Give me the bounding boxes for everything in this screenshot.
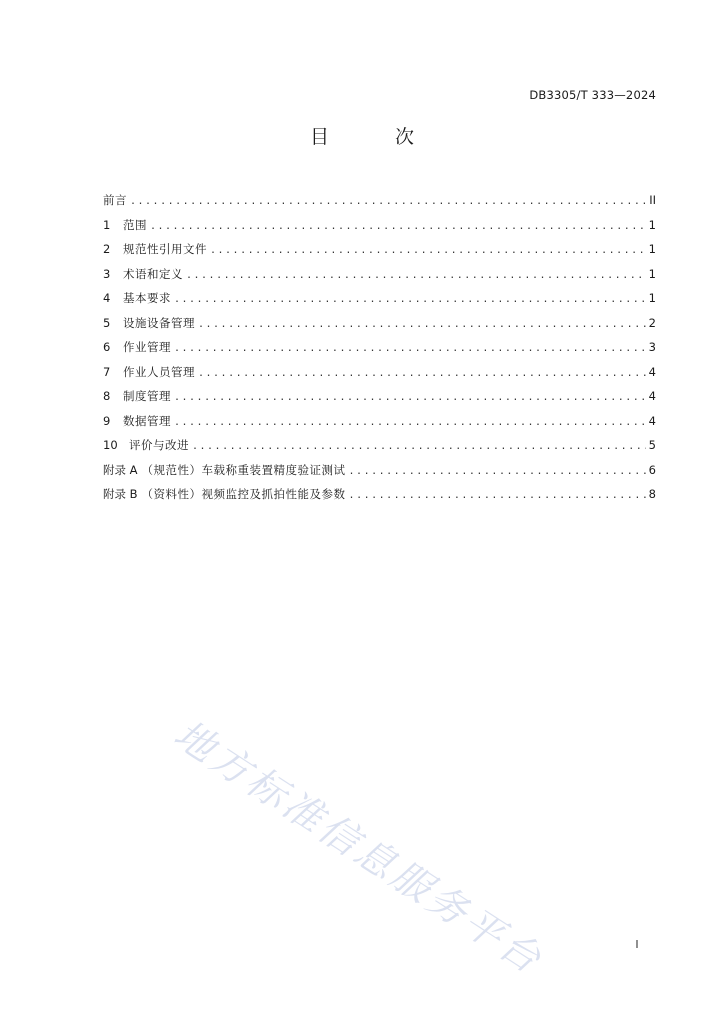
toc-entry-page: 4	[648, 389, 656, 403]
toc-leader-dots	[186, 266, 646, 286]
toc-entry-number: 10	[103, 438, 118, 452]
toc-leader-dots	[174, 290, 646, 310]
toc-entry-page: 4	[648, 364, 656, 379]
page-number: I	[635, 938, 639, 951]
toc-entry-label: 数据管理	[123, 413, 171, 428]
toc-entry-page: 5	[648, 438, 656, 452]
toc-entry-page: 6	[648, 462, 656, 477]
toc-entry-number: 附录 A	[103, 462, 138, 477]
toc-entry-2[interactable]	[103, 239, 656, 264]
toc-entry-9[interactable]	[103, 411, 656, 436]
toc-entry-1[interactable]	[103, 215, 656, 240]
toc-entry-page: 1	[648, 291, 656, 305]
toc-entry-page: 1	[648, 217, 656, 232]
toc-entry-number: 9	[103, 413, 111, 428]
toc-entry-8[interactable]	[103, 386, 656, 411]
toc-entry-page: 8	[648, 487, 656, 501]
toc-entry-page: 2	[648, 315, 656, 330]
toc-leader-dots	[174, 413, 646, 433]
toc-entry-page: 1	[648, 266, 656, 281]
toc-entry-7[interactable]	[103, 362, 656, 387]
toc-entry-number: 2	[103, 242, 111, 256]
watermark: 地方标准信息服务平台	[165, 712, 551, 985]
toc-leader-dots	[349, 486, 646, 506]
toc-entry-label: 基本要求	[123, 291, 171, 305]
toc-entry-label: 前言	[103, 193, 127, 207]
table-of-contents	[103, 190, 656, 509]
toc-entry-4[interactable]	[103, 288, 656, 313]
toc-leader-dots	[210, 241, 646, 261]
toc-leader-dots	[192, 437, 646, 457]
toc-entry-number: 1	[103, 217, 111, 232]
toc-leader-dots	[174, 388, 646, 408]
toc-entry-number: 7	[103, 364, 111, 379]
toc-leader-dots	[174, 339, 646, 359]
toc-leader-dots	[130, 192, 646, 212]
toc-entry-appendix-a[interactable]	[103, 460, 656, 485]
toc-leader-dots	[198, 315, 646, 335]
toc-entry-label: 作业人员管理	[123, 364, 195, 379]
toc-entry-number: 5	[103, 315, 111, 330]
toc-entry-label: （规范性）车载称重装置精度验证测试	[141, 462, 346, 477]
toc-title: 目 次	[309, 126, 445, 148]
toc-entry-label: 术语和定义	[123, 266, 183, 281]
toc-entry-label: 设施设备管理	[123, 315, 195, 330]
toc-entry-number: 附录 B	[103, 487, 138, 501]
toc-entry-page: 1	[648, 242, 656, 256]
toc-entry-appendix-b[interactable]	[103, 484, 656, 509]
toc-entry-page: 3	[648, 340, 656, 354]
toc-entry-page: II	[649, 193, 656, 207]
toc-entry-foreword[interactable]	[103, 190, 656, 215]
toc-leader-dots	[150, 217, 646, 237]
toc-entry-10[interactable]	[103, 435, 656, 460]
toc-entry-label: 制度管理	[123, 389, 171, 403]
toc-entry-5[interactable]	[103, 313, 656, 338]
toc-entry-number: 4	[103, 291, 111, 305]
toc-entry-label: 规范性引用文件	[123, 242, 207, 256]
toc-entry-6[interactable]	[103, 337, 656, 362]
toc-entry-label: 范围	[123, 217, 147, 232]
toc-entry-3[interactable]	[103, 264, 656, 289]
toc-entry-number: 3	[103, 266, 111, 281]
toc-entry-number: 8	[103, 389, 111, 403]
document-code: DB3305/T 333—2024	[529, 88, 656, 102]
toc-leader-dots	[198, 364, 646, 384]
toc-leader-dots	[349, 462, 646, 482]
toc-entry-label: 作业管理	[123, 340, 171, 354]
toc-entry-number: 6	[103, 340, 111, 354]
toc-entry-label: 评价与改进	[129, 438, 189, 452]
toc-entry-page: 4	[648, 413, 656, 428]
toc-entry-label: （资料性）视频监控及抓拍性能及参数	[141, 487, 346, 501]
